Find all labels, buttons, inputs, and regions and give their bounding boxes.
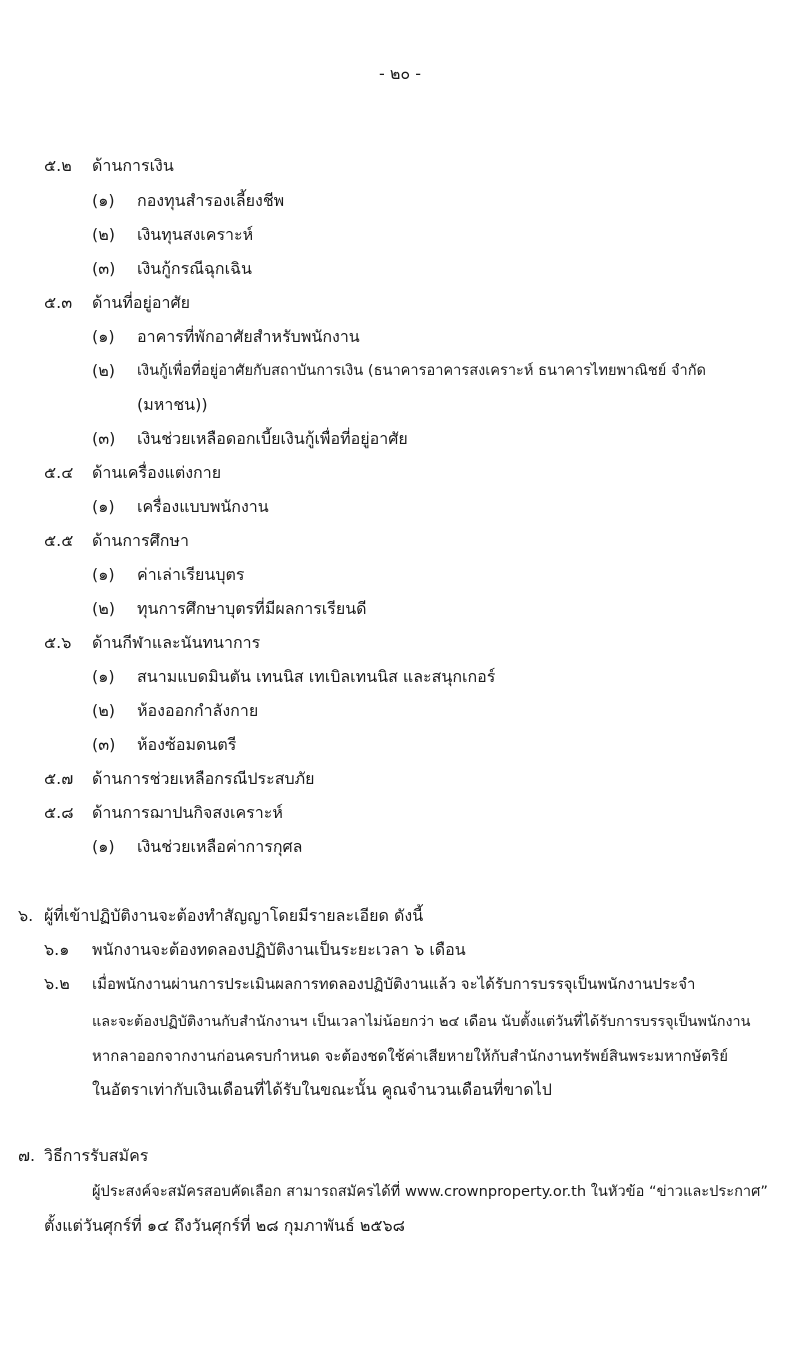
item-number: (๒): [92, 361, 116, 380]
item-text: สนามแบดมินตัน เทนนิส เทเบิลเทนนิส และสนุกเกอร์: [137, 667, 496, 686]
item-text: เงินช่วยเหลือค่าการกุศล: [137, 837, 303, 856]
item-number: (๑): [92, 667, 115, 686]
section-number: ๗.: [18, 1146, 36, 1165]
section-number: ๕.๔: [44, 463, 74, 482]
section-heading: ด้านการช่วยเหลือกรณีประสบภัย: [92, 769, 315, 788]
section-heading: ด้านกีฬาและนันทนาการ: [92, 633, 261, 652]
section-number: ๕.๓: [44, 293, 73, 312]
paragraph-line: และจะต้องปฏิบัติงานกับสำนักงานฯ เป็นเวลาไม่น้อยกว่า ๒๔ เดือน นับตั้งแต่วันที่ได้รับการบรรจุเป็นพนักงาน: [92, 1014, 751, 1030]
item-number: (๑): [92, 497, 115, 516]
subsection-number: ๖.๑: [44, 940, 70, 959]
item-text: เงินกู้เพื่อที่อยู่อาศัยกับสถาบันการเงิน (ธนาคารอาคารสงเคราะห์ ธนาคารไทยพาณิชย์ จำกัด: [137, 362, 707, 379]
item-text: เงินทุนสงเคราะห์: [137, 225, 254, 244]
paragraph-line: ตั้งแต่วันศุกร์ที่ ๑๔ ถึงวันศุกร์ที่ ๒๘ กุมภาพันธ์ ๒๕๖๘: [44, 1216, 405, 1235]
item-text: ค่าเล่าเรียนบุตร: [137, 565, 245, 584]
item-text: ทุนการศึกษาบุตรที่มีผลการเรียนดี: [137, 599, 367, 618]
section-heading: ด้านเครื่องแต่งกาย: [92, 463, 222, 482]
item-number: (๒): [92, 701, 116, 720]
subsection-number: ๖.๒: [44, 974, 70, 993]
item-text: ห้องออกกำลังกาย: [137, 701, 259, 720]
section-number: ๖.: [18, 906, 34, 925]
paragraph-line: หากลาออกจากงานก่อนครบกำหนด จะต้องชดใช้ค่าเสียหายให้กับสำนักงานทรัพย์สินพระมหากษัตริย์: [92, 1047, 729, 1065]
section-heading: วิธีการรับสมัคร: [44, 1146, 149, 1165]
paragraph-line: ในอัตราเท่ากับเงินเดือนที่ได้รับในขณะนั้น คูณจำนวนเดือนที่ขาดไป: [92, 1080, 552, 1099]
section-heading: ผู้ที่เข้าปฏิบัติงานจะต้องทำสัญญาโดยมีรายละเอียด ดังนี้: [44, 906, 424, 925]
section-heading: ด้านการเงิน: [92, 156, 174, 175]
section-heading: ด้านการศึกษา: [92, 531, 189, 550]
item-number: (๑): [92, 327, 115, 346]
paragraph-line: ผู้ประสงค์จะสมัครสอบคัดเลือก สามารถสมัครได้ที่ www.crownproperty.or.th ในหัวข้อ “ข่าวและประกาศ”: [92, 1183, 768, 1200]
section-number: ๕.๗: [44, 769, 74, 788]
item-text-continuation: (มหาชน)): [137, 395, 208, 414]
section-number: ๕.๕: [44, 531, 74, 550]
item-text: กองทุนสำรองเลี้ยงชีพ: [137, 191, 285, 210]
section-number: ๕.๘: [44, 803, 74, 822]
item-number: (๓): [92, 429, 116, 448]
section-number: ๕.๒: [44, 156, 72, 175]
item-number: (๑): [92, 191, 115, 210]
item-text: เงินช่วยเหลือดอกเบี้ยเงินกู้เพื่อที่อยู่อาศัย: [137, 429, 408, 448]
paragraph-line: เมื่อพนักงานผ่านการประเมินผลการทดลองปฏิบัติงานแล้ว จะได้รับการบรรจุเป็นพนักงานประจำ: [92, 975, 696, 993]
item-number: (๒): [92, 599, 116, 618]
page-number: - ๒๐ -: [378, 64, 422, 83]
item-number: (๑): [92, 837, 115, 856]
item-text: เงินกู้กรณีฉุกเฉิน: [137, 259, 252, 278]
item-text: ห้องซ้อมดนตรี: [137, 735, 237, 754]
section-heading: ด้านที่อยู่อาศัย: [92, 293, 190, 312]
item-number: (๒): [92, 225, 116, 244]
subsection-text: พนักงานจะต้องทดลองปฏิบัติงานเป็นระยะเวลา ๖ เดือน: [92, 940, 466, 959]
section-number: ๕.๖: [44, 633, 72, 652]
item-number: (๓): [92, 259, 116, 278]
section-heading: ด้านการฌาปนกิจสงเคราะห์: [92, 803, 283, 822]
item-text: เครื่องแบบพนักงาน: [137, 497, 269, 516]
item-number: (๓): [92, 735, 116, 754]
item-number: (๑): [92, 565, 115, 584]
item-text: อาคารที่พักอาศัยสำหรับพนักงาน: [137, 327, 360, 346]
